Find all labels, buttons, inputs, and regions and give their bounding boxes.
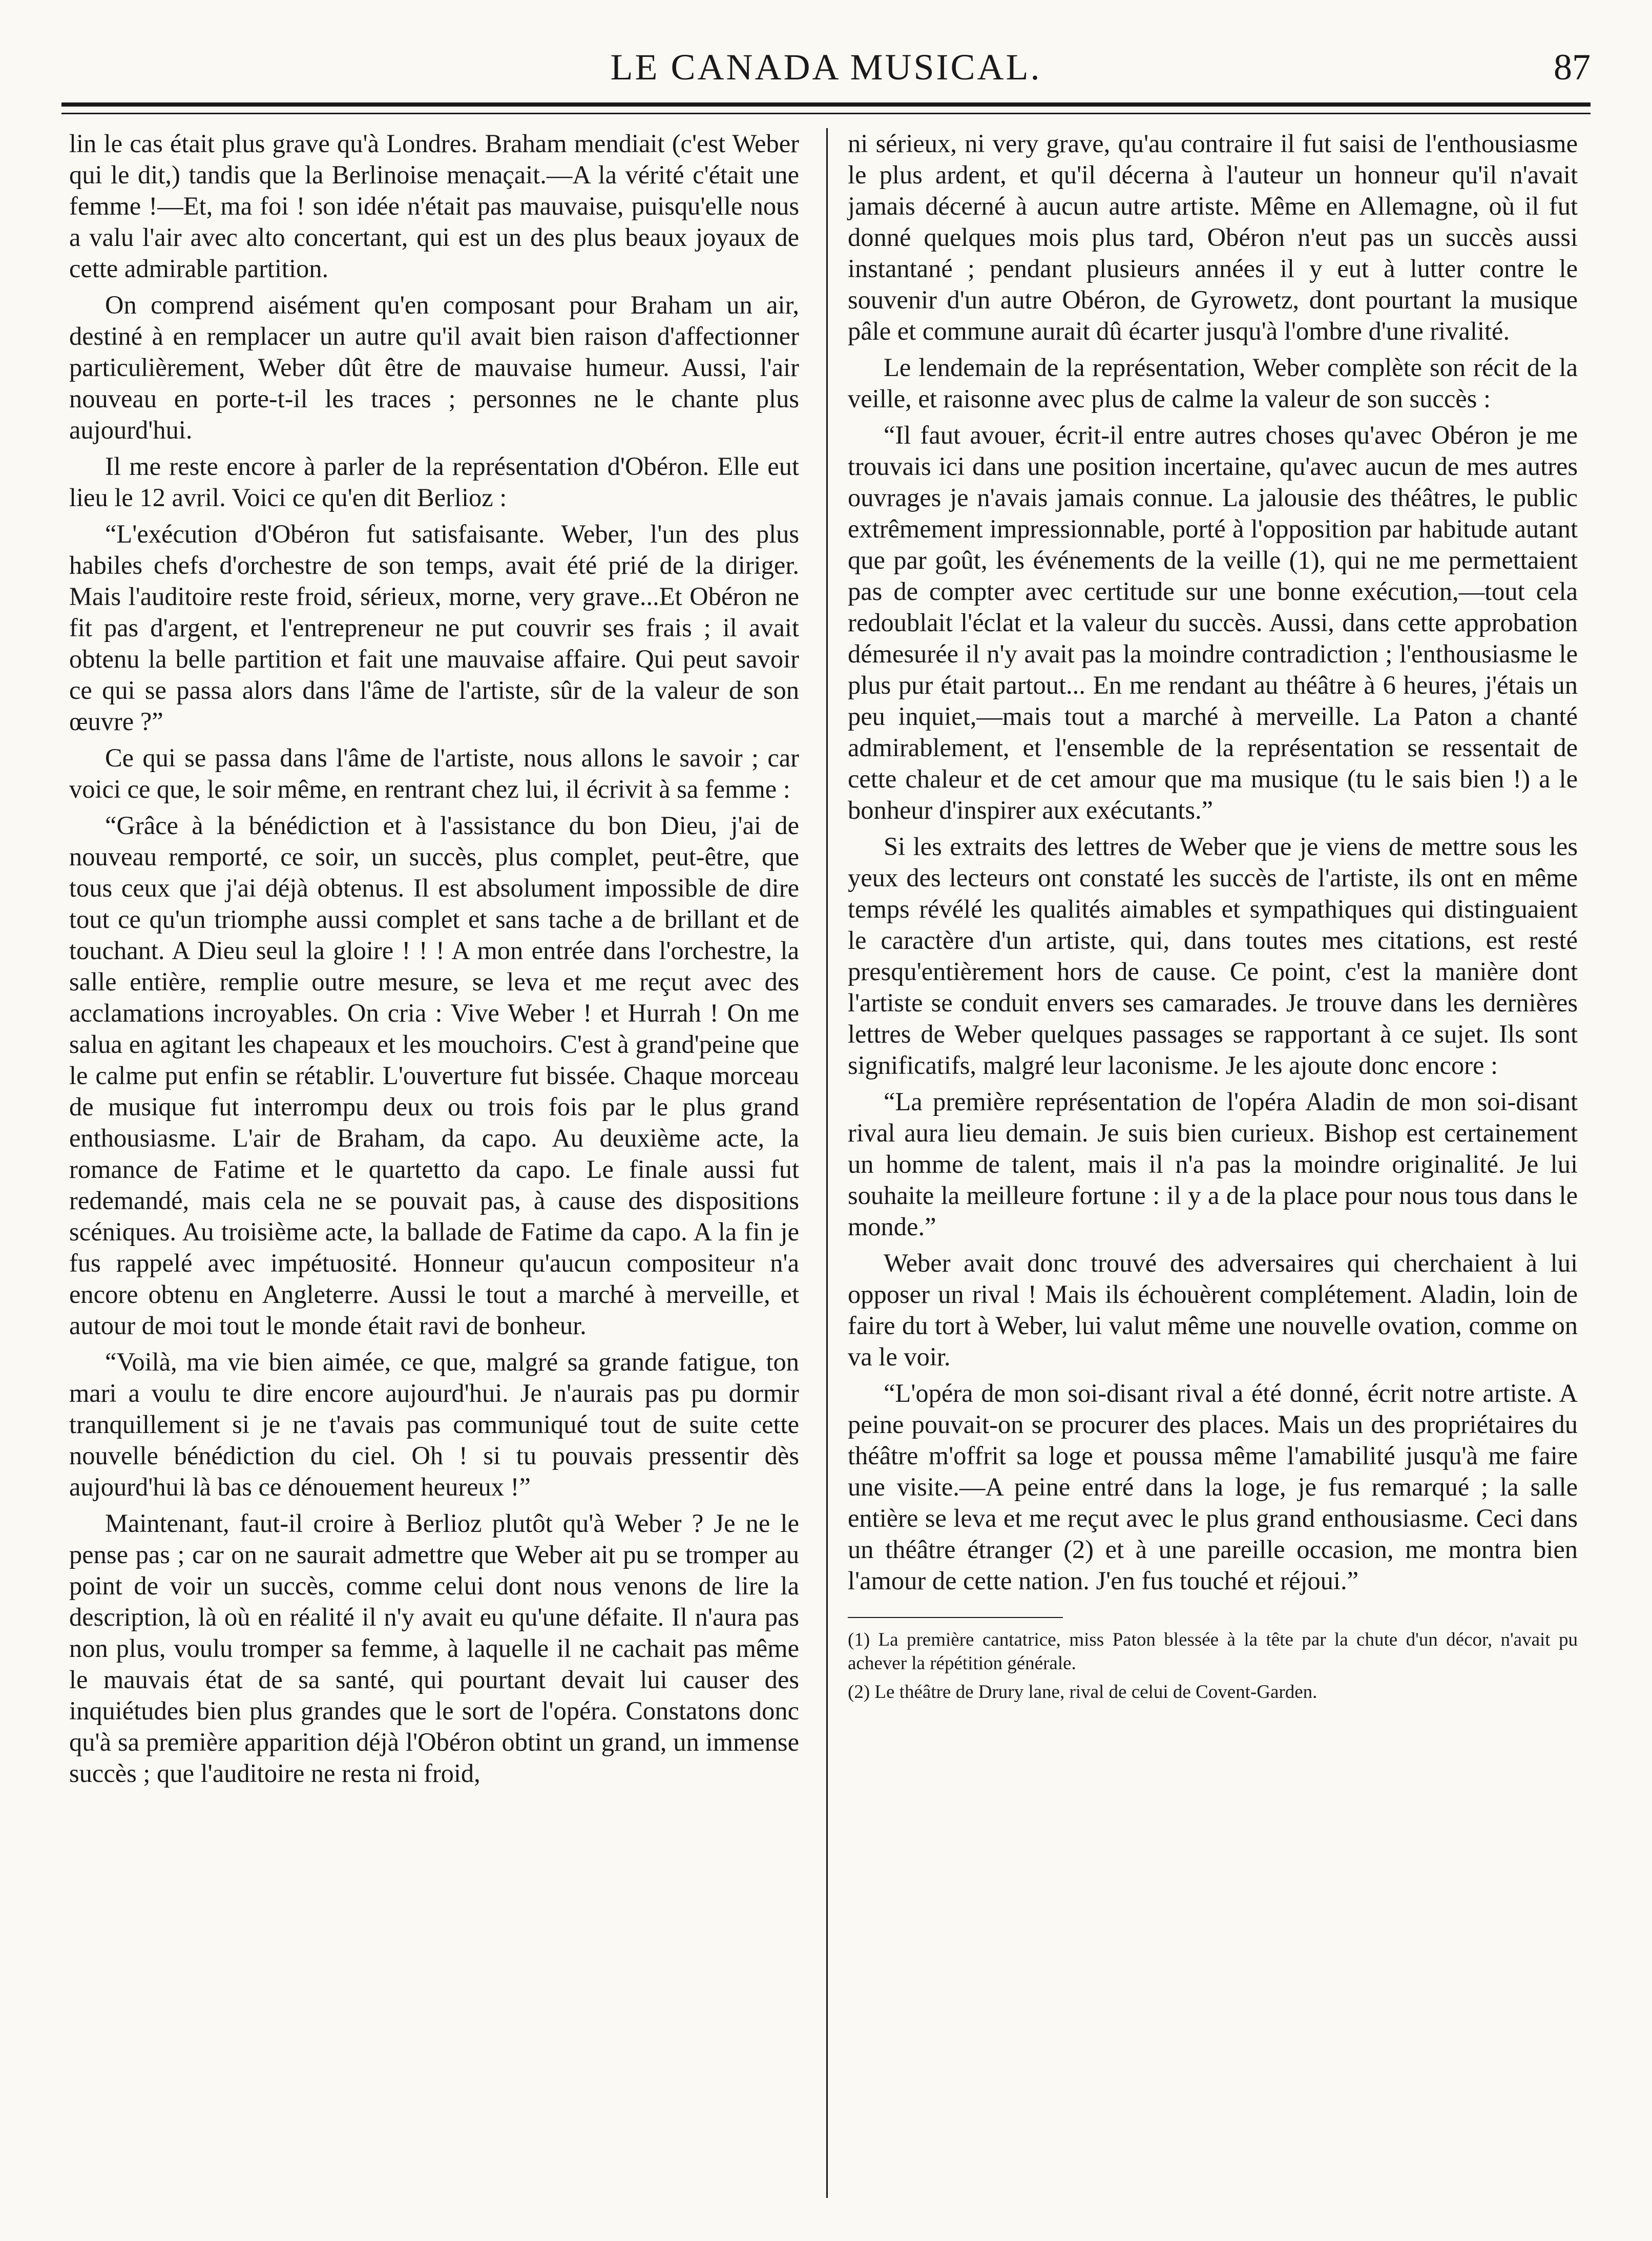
- paragraph: Il me reste encore à parler de la représentation d'Obéron. Elle eut lieu le 12 avril. Voici ce qu'en dit Berlioz :: [69, 452, 799, 512]
- paragraph: Le lendemain de la représentation, Weber complète son récit de la veille, et raisonne avec plus de calme la valeur de son succès :: [848, 353, 1578, 413]
- paragraph: lin le cas était plus grave qu'à Londres. Braham mendiait (c'est Weber qui le dit,) tandis que la Berlinoise menaçait.—A la vérité c'était une femme !—Et, ma foi ! son idée n'était pas mauvaise, puisqu'elle nous a valu l'air avec alto concertant, qui est un des plus beaux joyaux de cette admirable partition.: [69, 129, 799, 283]
- page-number: 87: [1554, 47, 1591, 88]
- footnote: (2) Le théâtre de Drury lane, rival de celui de Covent-Garden.: [848, 1682, 1318, 1703]
- quote-paragraph: “La première représentation de l'opéra Aladin de mon soi-disant rival aura lieu demain. Je suis bien curieux. Bishop est certainement un homme de talent, mais il n'a pas la moindre originalité. Je lui souhaite la meilleure fortune : il y a de la place pour nous tous dans le monde.”: [848, 1087, 1578, 1241]
- quote-paragraph: “L'opéra de mon soi-disant rival a été donné, écrit notre artiste. A peine pouvait-on se procurer des places. Mais un des propriétaires du théâtre m'offrit sa loge et poussa même l'amabilité jusqu'à me faire une visite.—A peine entré dans la loge, je fus remarqué ; la salle entière se leva et me reçut avec le plus grand enthousiasme. Ceci dans un théâtre étranger (2) et à une pareille occasion, me montra bien l'amour de cette nation. J'en fus touché et réjoui.”: [848, 1379, 1578, 1595]
- quote-paragraph: “L'exécution d'Obéron fut satisfaisante. Weber, l'un des plus habiles chefs d'orchestre de son temps, avait été prié de la diriger. Mais l'auditoire reste froid, sérieux, morne, very grave...Et Obéron ne fit pas d'argent, et l'entrepreneur ne put couvrir ses frais ; il avait obtenu la belle partition et fait une mauvaise affaire. Qui peut savoir ce qui se passa alors dans l'âme de l'artiste, sûr de la valeur de son œuvre ?”: [69, 520, 799, 736]
- paragraph: Maintenant, faut-il croire à Berlioz plutôt qu'à Weber ? Je ne le pense pas ; car on ne saurait admettre que Weber ait pu se tromper au point de voir un succès, comme celui dont nous venons de lire la description, là où en réalité il n'y avait eu qu'une défaite. Il n'aura pas non plus, voulu tromper sa femme, à laquelle il ne cachait pas même le mauvais état de sa santé, qui pourtant devait lui causer des inquiétudes bien plus grandes que le sort de l'opéra. Constatons donc qu'à sa première apparition déjà l'Obéron obtint un grand, un immense succès ; que l'auditoire ne resta ni froid,: [69, 1509, 799, 1788]
- paragraph: Weber avait donc trouvé des adversaires qui cherchaient à lui opposer un rival ! Mais ils échouèrent complétement. Aladin, loin de faire du tort à Weber, lui valut même une nouvelle ovation, comme on va le voir.: [848, 1249, 1578, 1371]
- footnote: (1) La première cantatrice, miss Paton blessée à la tête par la chute d'un décor, n'avait pu achever la répétition générale.: [848, 1629, 1578, 1674]
- quote-paragraph: “Grâce à la bénédiction et à l'assistance du bon Dieu, j'ai de nouveau remporté, ce soir, un succès, plus complet, peut-être, que tous ceux que j'ai déjà obtenus. Il est absolument impossible de dire tout ce qu'un triomphe aussi complet et sans tache a de brillant et de touchant. A Dieu seul la gloire ! ! ! A mon entrée dans l'orchestre, la salle entière, remplie outre mesure, se leva et me reçut avec des acclamations incroyables. On cria : Vive Weber ! et Hurrah ! On me salua en agitant les chapeaux et les mouchoirs. C'est à grand'peine que le calme put enfin se rétablir. L'ouverture fut bissée. Chaque morceau de musique fut interrompu deux ou trois fois par le plus grand enthousiasme. L'air de Braham, da capo. Au deuxième acte, la romance de Fatime et le quartetto da capo. Le finale aussi fut redemandé, mais cela ne se pouvait pas, à cause des dispositions scéniques. Au troisième acte, la ballade de Fatime da capo. A la fin je fus rappelé avec impétuosité. Honneur qu'aucun compositeur n'a encore obtenu en Angleterre. Aussi le tout a marché à merveille, et autour de moi tout le monde était ravi de bonheur.: [69, 811, 799, 1340]
- right-column: [848, 128, 1578, 1709]
- header-rule-thin: [61, 113, 1591, 114]
- footnotes-section: [848, 1617, 1578, 1704]
- header-rule-thick: [61, 102, 1591, 107]
- paragraph: Si les extraits des lettres de Weber que je viens de mettre sous les yeux des lecteurs ont constaté les succès de l'artiste, ils ont en même temps révélé les qualités aimables et sympathiques qui distinguaient le caractère d'un artiste, qui, dans toutes mes citations, est resté presqu'entièrement hors de cause. Ce point, c'est la manière dont l'artiste se conduit envers ses camarades. Je trouve dans les dernières lettres de Weber quelques passages se rapportant à ce sujet. Ils sont significatifs, malgré leur laconisme. Je les ajoute donc encore :: [848, 832, 1578, 1080]
- paragraph: On comprend aisément qu'en composant pour Braham un air, destiné à en remplacer un autre qu'il avait bien raison d'affectionner particulièrement, Weber dût être de mauvaise humeur. Aussi, l'air nouveau en porte-t-il les traces ; personnes ne le chante plus aujourd'hui.: [69, 291, 799, 444]
- column-divider: [826, 128, 828, 2198]
- footnote-rule: [848, 1617, 1063, 1628]
- quote-paragraph: “Voilà, ma vie bien aimée, ce que, malgré sa grande fatigue, ton mari a voulu te dire encore aujourd'hui. Je n'aurais pas pu dormir tranquillement si je ne t'avais pas communiqué tout de suite cette nouvelle bénédiction du ciel. Oh ! si tu pouvais pressentir dès aujourd'hui là bas ce dénouement heureux !”: [69, 1347, 799, 1501]
- running-title: LE CANADA MUSICAL.: [610, 47, 1042, 88]
- paragraph: ni sérieux, ni very grave, qu'au contraire il fut saisi de l'enthousiasme le plus ardent, et qu'il décerna à l'auteur un honneur qu'il n'avait jamais décerné à aucun autre artiste. Même en Allemagne, où il fut donné quelques mois plus tard, Obéron n'eut pas un succès aussi instantané ; pendant plusieurs années il y eut à lutter contre le souvenir d'un autre Obéron, de Gyrowetz, dont pourtant la musique pâle et commune aurait dû écarter jusqu'à l'ombre d'une rivalité.: [848, 129, 1578, 345]
- quote-paragraph: “Il faut avouer, écrit-il entre autres choses qu'avec Obéron je me trouvais ici dans une position incertaine, qu'avec aucun de mes autres ouvrages je n'avais jamais connue. La jalousie des théâtres, le public extrêmement impressionnable, porté à l'opposition par habitude autant que par goût, les événements de la veille (1), qui ne me permettaient pas de compter avec certitude sur une bonne exécution,—tout cela redoublait l'éclat et la valeur du succès. Aussi, dans cette approbation démesurée il n'y avait pas la moindre contradiction ; l'enthousiasme le plus pur était partout... En me rendant au théâtre à 6 heures, j'étais un peu inquiet,—mais tout a marché à merveille. La Paton a chanté admirablement, et l'ensemble de la représentation se ressentait de cette chaleur et de cet amour que ma musique (tu le sais bien !) a le bonheur d'inspirer aux exécutants.”: [848, 421, 1578, 824]
- paragraph: Ce qui se passa dans l'âme de l'artiste, nous allons le savoir ; car voici ce que, le soir même, en rentrant chez lui, il écrivit à sa femme :: [69, 743, 799, 803]
- page-header: [61, 36, 1591, 97]
- left-column: [69, 128, 799, 1794]
